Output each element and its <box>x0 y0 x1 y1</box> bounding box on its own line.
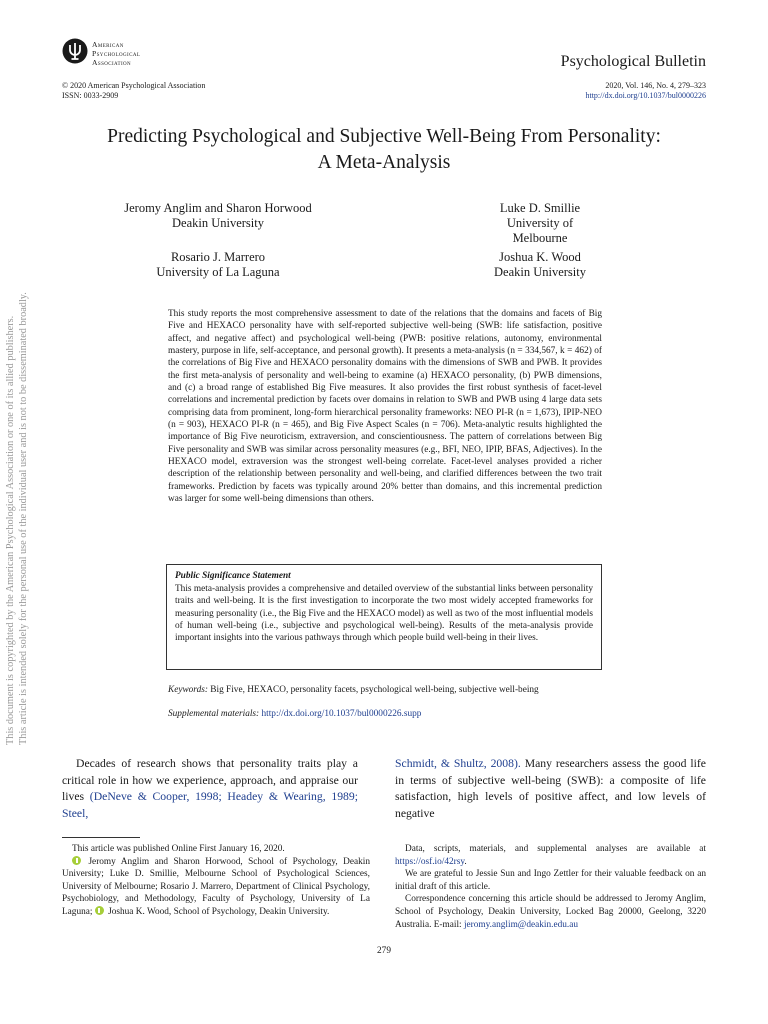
body-column-left <box>62 756 358 822</box>
side-notice-line-1: This document is copyrighted by the American Psychological Association or one of its allied publishers. <box>5 315 16 745</box>
issn-text: ISSN: 0033-2909 <box>62 90 119 100</box>
citation-block <box>585 81 706 100</box>
title-line-1: Predicting Psychological and Subjective Well-Being From Personality: <box>107 126 661 147</box>
logo-line-2: Psychological <box>92 49 141 58</box>
author-name: Joshua K. Wood <box>499 250 581 264</box>
public-significance-text: This meta-analysis provides a comprehensive and detailed overview of the substantial links between personality traits and well-being. It is the first investigation to incorporate the two most widely accepted frameworks for measuring personality (i.e., the Big Five and the HEXACO model) as well as two of the most influential models of human well-being (i.e., subjective and psychological well-being). Results of the meta-analysis provide important insights into the various pathways through which people build well-being in their lives. <box>175 584 593 644</box>
author-affiliation: University of Melbourne <box>506 216 574 245</box>
author-name: Jeromy Anglim and Sharon Horwood <box>124 201 312 215</box>
orcid-icon[interactable] <box>95 906 104 915</box>
orcid-icon[interactable] <box>72 856 81 865</box>
copyright-block <box>62 81 205 100</box>
author-name: Luke D. Smillie <box>499 201 581 215</box>
author-block-1 <box>108 201 328 231</box>
apa-psi-icon <box>62 38 88 64</box>
footnote-rule <box>62 837 140 838</box>
logo-line-1: American <box>92 40 124 49</box>
osf-link[interactable]: https://osf.io/42rsy <box>395 856 465 867</box>
body-text: Many researchers assess the good life in terms of subjective well-being (SWB): a composite of life satisfaction, high levels of positive affect, and low levels of negative <box>395 757 706 820</box>
title-line-2: A Meta-Analysis <box>317 152 451 173</box>
side-notice-line-2: This article is intended solely for the personal use of the individual user and is not to be disseminated broadly. <box>18 292 29 745</box>
footnotes-left <box>62 843 370 919</box>
public-significance-box <box>166 564 602 670</box>
data-availability-note: Data, scripts, materials, and supplemental analyses are available at https://osf.io/42rsy. <box>395 844 706 867</box>
correspondence-text: Correspondence concerning this article should be addressed to Jeromy Anglim, School of Psychology, Deakin University, Locked Bag 20000, Geelong, 3220 Australia. E-mail: <box>395 894 706 930</box>
author-affiliations-note <box>62 856 370 919</box>
acknowledgment-note: We are grateful to Jessie Sun and Ingo Zettler for their valuable feedback on an initial draft of this article. <box>395 869 706 892</box>
keywords-text: Big Five, HEXACO, personality facets, psychological well-being, subjective well-being <box>210 685 539 695</box>
volume-text: 2020, Vol. 146, No. 4, 279–323 <box>605 81 706 90</box>
article-title <box>62 124 706 176</box>
journal-title: Psychological Bulletin <box>560 53 706 70</box>
data-text: Data, scripts, materials, and supplemental analyses are available at <box>405 844 706 854</box>
affiliations-text-b: Joshua K. Wood, School of Psychology, Deakin University. <box>105 906 330 917</box>
keywords-line <box>168 685 539 695</box>
author-block-2 <box>478 201 602 246</box>
side-copyright-notice <box>4 265 30 745</box>
supplemental-label: Supplemental materials: <box>168 709 260 719</box>
author-affiliation: Deakin University <box>494 265 586 279</box>
body-text: Decades of research shows that personality traits play a critical role in how we experience, approach, and appraise our lives <box>62 757 358 804</box>
affiliations-text-a: Jeromy Anglim and Sharon Horwood, School of Psychology, Deakin University; Luke D. Smillie, Melbourne School of Psychological Sciences, University of Melbourne; Rosario J. Marrero, Department of Clinical Psychology, Psychobiology, and Methodology, Faculty of Psychology, University of La Laguna; <box>62 856 370 917</box>
keywords-label: Keywords: <box>168 685 208 695</box>
supplemental-link[interactable]: http://dx.doi.org/10.1037/bul0000226.supp <box>261 709 422 719</box>
copyright-text: © 2020 American Psychological Association <box>62 81 206 90</box>
public-significance-heading: Public Significance Statement <box>175 571 291 581</box>
author-block-4 <box>488 250 592 280</box>
logo-line-3: Association <box>92 58 132 67</box>
footnotes-right <box>395 843 706 931</box>
email-link[interactable]: jeromy.anglim@deakin.edu.au <box>463 919 579 930</box>
abstract: This study reports the most comprehensive assessment to date of the relations that the domains and facets of Big Five and HEXACO personality have with self-reported subjective well-being (SWB: life satisfaction, positive affect, and negative affect) and psychological well-being (PWB: positive relations, autonomy, environmental mastery, purpose in life, self-acceptance, and personal growth). It presents a meta-analysis (n = 334,567, k = 462) of the correlations of Big Five and HEXACO personality domains with the dimensions of SWB and PWB. It provides the first meta-analysis of personality and well-being to examine (a) HEXACO personality, (b) PWB dimensions, and (c) a broad range of established Big Five measures. It also provides the first robust synthesis of facet-level correlations and incremental prediction by facets over domains in relation to SWB and PWB using 4 large data sets comprising data from prominent, long-form hierarchical personality frameworks: NEO PI-R (n = 1,673), IPIP-NEO (n = 903), HEXACO PI-R (n = 465), and Big Five Aspect Scales (n = 706). Meta-analytic results highlighted the importance of Big Five neuroticism, extraversion, and conscientiousness. The pattern of correlations between Big Five personality and SWB was similar across personality measures (e.g., BFI, NEO, IPIP, BFAS, Adjectives). In the HEXACO model, extraversion was the strongest well-being correlate. Facet-level analyses provided a richer description of the relationship between personality and well-being, and clarified differences between the two trait frameworks. Prediction by facets was typically around 20% better than domains, and this incremental prediction was larger for some well-being dimensions than others. <box>168 309 602 505</box>
body-column-right <box>395 756 706 822</box>
page-number: 279 <box>377 946 391 956</box>
correspondence-note <box>395 893 706 931</box>
author-affiliation: University of La Laguna <box>156 265 280 279</box>
apa-logo <box>62 38 192 72</box>
author-name: Rosario J. Marrero <box>170 250 266 264</box>
citation-link[interactable]: Schmidt, & Shultz, 2008). <box>395 757 521 770</box>
author-block-3 <box>148 250 288 280</box>
citation-link[interactable]: (DeNeve & Cooper, 1998; Headey & Wearing, 1989; Steel, <box>62 790 358 820</box>
supplemental-line <box>168 709 421 719</box>
doi-link[interactable]: http://dx.doi.org/10.1037/bul0000226 <box>585 90 706 100</box>
author-affiliation: Deakin University <box>172 216 264 230</box>
published-note: This article was published Online First January 16, 2020. <box>72 844 285 854</box>
